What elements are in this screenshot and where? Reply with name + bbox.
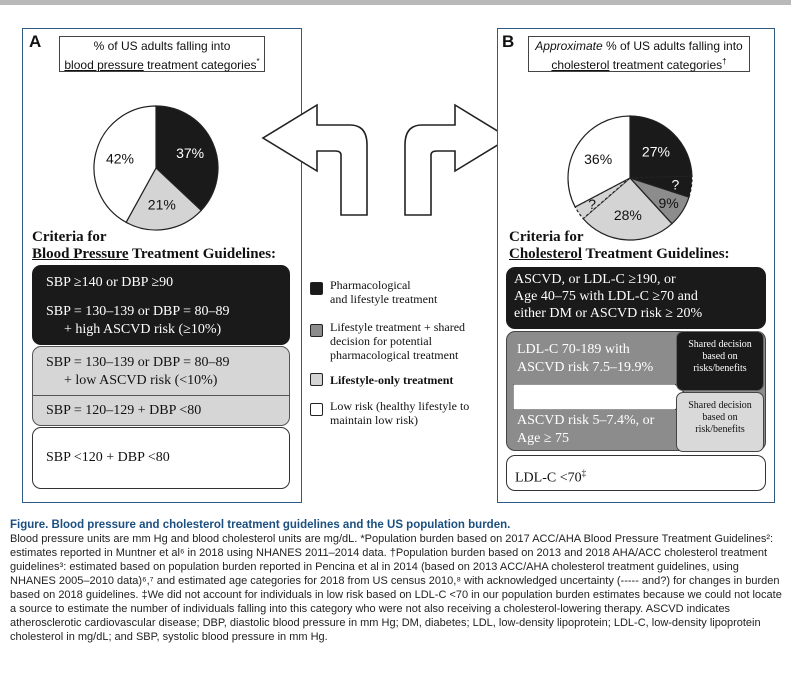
panel-a-criteria <box>32 229 276 263</box>
bp-box1-line1: SBP ≥140 or DBP ≥90 <box>46 275 174 290</box>
bp-box1-line2: SBP = 130–139 or DBP = 80–89 <box>46 304 230 319</box>
panel-a-title-mark: * <box>256 57 260 66</box>
arrows <box>255 95 515 230</box>
panel-a-title <box>59 36 265 72</box>
bp-box2-line1: SBP = 130–139 or DBP = 80–89 <box>46 355 230 370</box>
panel-b-title-line1: % of US adults falling into <box>602 39 743 53</box>
panel-b-criteria-underlined: Cholesterol <box>509 246 583 262</box>
panel-b <box>497 28 775 503</box>
panel-b-criteria-rest: Treatment Guidelines: <box>582 246 730 262</box>
discussion-label: Patient/clinician discussion <box>521 390 658 404</box>
bp-box2-divider <box>33 395 289 396</box>
chol-box2-line2: ASCVD risk 7.5–19.9% <box>517 360 654 375</box>
caption-title: Figure. Blood pressure and cholesterol treatment guidelines and the US population burden. <box>10 519 511 531</box>
panel-b-title-rest: treatment categories <box>609 58 723 72</box>
chol-box1-line3: either DM or ASCVD risk ≥ 20% <box>514 306 703 321</box>
chol-box2-line1: LDL-C 70-189 with <box>517 342 630 357</box>
bp-box4: SBP <120 + DBP <80 <box>46 450 170 465</box>
figure-caption <box>10 518 785 644</box>
bp-box-lifestyle-only <box>32 346 290 426</box>
panel-b-title <box>528 36 750 72</box>
legend-item-shared-decision: Lifestyle treatment + shared decision for potential pharmacological treatment <box>330 320 466 362</box>
panel-b-letter: B <box>502 32 515 51</box>
shared-decision-box-2: Shared decision based on risk/benefits <box>676 392 764 452</box>
arrow-left <box>263 105 367 215</box>
panel-a-letter: A <box>29 32 42 51</box>
panel-a-title-underlined: blood pressure <box>64 58 144 72</box>
legend-swatch-lifestyle-only <box>310 373 323 386</box>
legend-item-lifestyle-only: Lifestyle-only treatment <box>330 373 454 387</box>
bp-pie-slice-label-2: 42% <box>105 150 134 167</box>
pie-chart-cholesterol <box>565 113 695 243</box>
panel-b-title-emphasis: Approximate <box>535 39 603 53</box>
legend-swatch-pharmacological <box>310 282 323 295</box>
panel-a-criteria-underlined: Blood Pressure <box>32 246 129 262</box>
chol-pie-slice-label-2: 9% <box>658 194 679 211</box>
top-rule <box>0 0 791 5</box>
bp-box1-line3: + high ASCVD risk (≥10%) <box>64 322 222 337</box>
bp-pie-slice-label-1: 21% <box>147 196 176 213</box>
chol-pie-slice-label-5: 36% <box>584 150 613 167</box>
chol-box-low-risk <box>506 455 766 491</box>
panel-a-title-line1: % of US adults falling into <box>93 39 231 53</box>
chol-box2-line4: Age ≥ 75 <box>517 431 570 446</box>
panel-a-criteria-rest: Treatment Guidelines: <box>128 246 277 262</box>
panel-a-criteria-line1: Criteria for <box>32 229 107 245</box>
legend-swatch-shared-decision <box>310 324 323 337</box>
panel-b-title-underlined: cholesterol <box>551 58 610 72</box>
pie-chart-bp <box>91 103 221 233</box>
panel-b-title-mark: † <box>722 57 727 66</box>
chol-pie-slice-label-4: ? <box>588 195 597 212</box>
chol-box1-line2: Age 40–75 with LDL-C ≥70 and <box>514 289 698 304</box>
bp-box3: SBP = 120–129 + DBP <80 <box>46 403 202 418</box>
bp-box-low-risk <box>32 427 290 489</box>
panel-a-title-rest: treatment categories <box>143 58 257 72</box>
bp-box-pharmacological <box>32 265 290 345</box>
caption-body: Blood pressure units are mm Hg and blood cholesterol units are mg/dL. *Population burden based on 2017 ACC/AHA Blood Pressure Treatment Guidelines²: estimates reported in Muntner et al⁶ in 2018 using NHANES 2011–2014 data. †Population burden based on 2013 and 2018 AHA/ACC cholesterol treatment guidelines³: estimated based on population burden reported in Pencina et al in 2014 (based on 2013 ACC/AHA cholesterol treatment guidelines, using NHANES 2005–2010 data)⁶,⁷ and estimated age categories for 2018 from US census 2010,⁸ with acknowledged uncertainty (----- and?) for changes in burden based on 2018 guidelines. ‡We did not account for individuals in low risk based on LDL-C <70 in our population burden estimates because we could not locate a source to estimate the number of individuals falling into this category who were not also receiving a cholesterol-lowering therapy. ASCVD indicates atherosclerotic cardiovascular disease; DBP, diastolic blood pressure in mm Hg; DM, diabetes; LDL, low-density lipoprotein; LDL-C, low-density lipoprotein cholesterol in mg/dL; and SBP, systolic blood pressure in mm Hg. <box>10 533 782 643</box>
legend-item-pharmacological: Pharmacological and lifestyle treatment <box>330 278 438 306</box>
panel-b-criteria-line1: Criteria for <box>509 229 584 245</box>
chol-pie-slice-label-3: 28% <box>613 207 642 224</box>
shared-decision-box-1: Shared decision based on risks/benefits <box>676 331 764 391</box>
chol-box3-mark: ‡ <box>581 468 587 478</box>
legend-swatch-low-risk <box>310 403 323 416</box>
legend-item-low-risk: Low risk (healthy lifestyle to maintain low risk) <box>330 399 470 427</box>
chol-box1-line1: ASCVD, or LDL-C ≥190, or <box>514 272 676 287</box>
chol-box2-line3: ASCVD risk 5–7.4%, or <box>517 413 655 428</box>
panel-b-criteria <box>509 229 730 263</box>
bp-pie-slice-label-0: 37% <box>176 145 205 162</box>
chol-pie-slice-label-0: 27% <box>641 143 670 160</box>
chol-pie-slice-label-1: ? <box>671 176 680 193</box>
bp-box2-line2: + low ASCVD risk (<10%) <box>64 373 218 388</box>
chol-box-pharmacological <box>506 267 766 329</box>
chol-box3: LDL-C <70 <box>515 470 582 486</box>
arrow-right <box>405 105 509 215</box>
